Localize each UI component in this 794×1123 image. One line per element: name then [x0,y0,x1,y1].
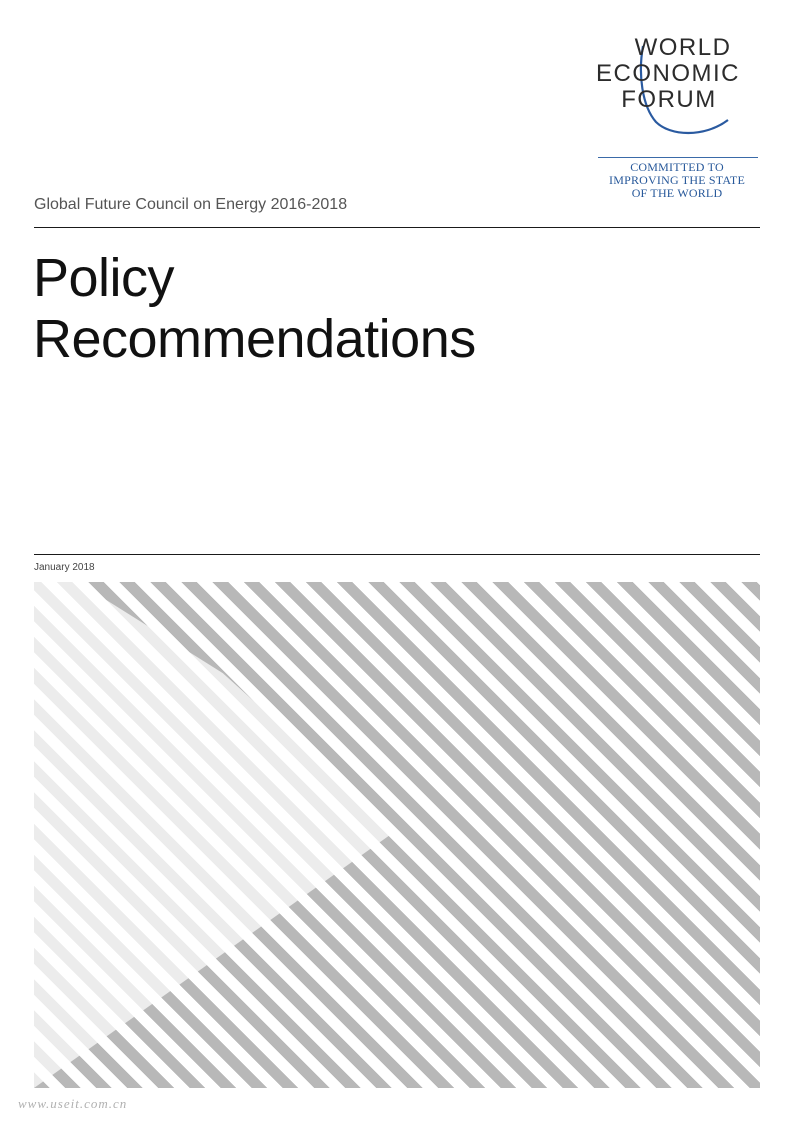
logo-line-economic: ECONOMIC [596,60,740,87]
bottom-divider [34,554,760,555]
top-divider [34,227,760,228]
page-title [33,248,476,370]
tagline-line-3: OF THE WORLD [631,186,723,200]
logo-line-world: WORLD [634,34,732,61]
title-line-1: Policy [33,248,175,308]
logo-line-forum: FORUM [621,86,717,113]
logo-tagline [594,161,760,200]
tagline-line-2: IMPROVING THE STATE [609,173,745,187]
council-subtitle: Global Future Council on Energy 2016-2018 [34,196,348,213]
watermark: www.useit.com.cn [18,1096,128,1111]
title-line-2: Recommendations [33,309,476,369]
cover-stripe-pattern [34,582,760,1088]
cover-stripe-light-overlay [34,582,760,1088]
wef-logo [594,34,760,202]
tagline-line-1: COMMITTED TO [630,160,724,174]
logo-divider [598,157,758,158]
publication-date: January 2018 [34,562,95,573]
